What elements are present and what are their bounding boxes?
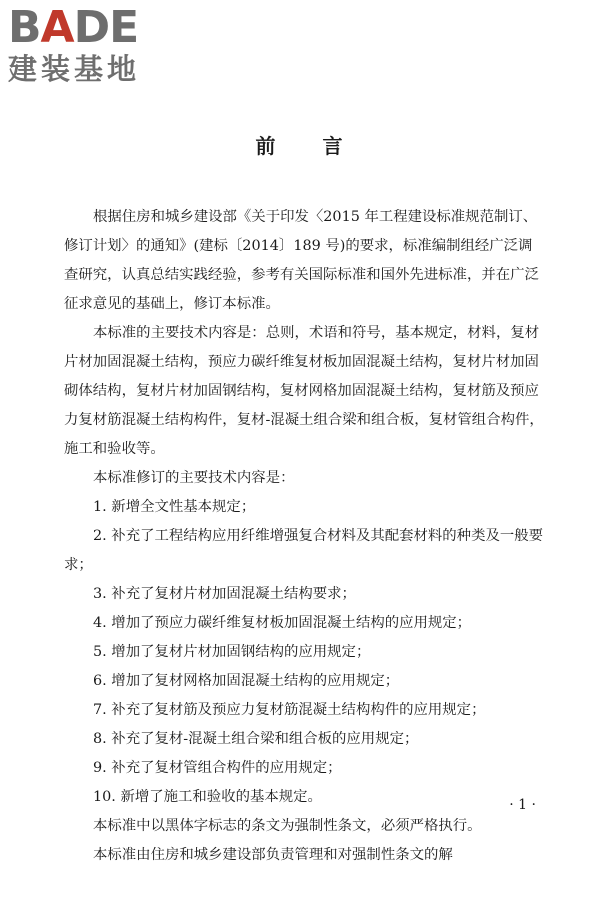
page-title: 前 言	[255, 134, 345, 158]
list-item: 2. 补充了工程结构应用纤维增强复合材料及其配套材料的种类及一般要求；	[64, 528, 544, 573]
list-item: 3. 补充了复材片材加固混凝土结构要求；	[93, 586, 356, 602]
list-item: 9. 补充了复材管组合构件的应用规定；	[93, 760, 342, 776]
page-number: · 1 ·	[509, 797, 536, 813]
paragraph-revision-basis: 根据住房和城乡建设部《关于印发〈2015 年工程建设标准规范制订、修订计划〉的通知》(建标〔2014〕189 号)的要求，标准编制组经广泛调查研究，认真总结实践经验，参考有关国际标准和国外先进标准，并在广泛征求意见的基础上，修订本标准。	[64, 209, 539, 312]
list-item: 10. 新增了施工和验收的基本规定。	[93, 789, 322, 805]
logo-chinese: 建装基地	[8, 52, 141, 86]
list-item: 1. 新增全文性基本规定；	[93, 499, 256, 515]
logo-english-text: BADE	[8, 2, 139, 53]
paragraph-revision-intro: 本标准修订的主要技术内容是：	[93, 470, 295, 486]
paragraph-mandatory-clauses: 本标准中以黑体字标志的条文为强制性条文，必须严格执行。	[93, 818, 482, 834]
preface-body	[64, 203, 546, 870]
logo-english	[8, 2, 178, 53]
list-item: 7. 补充了复材筋及预应力复材筋混凝土结构构件的应用规定；	[93, 702, 486, 718]
paragraph-main-content: 本标准的主要技术内容是：总则，术语和符号，基本规定，材料，复材片材加固混凝土结构，预应力碳纤维复材板加固混凝土结构，复材片材加固砌体结构，复材片材加固钢结构，复材网格加固混凝土结构，复材筋及预应力复材筋混凝土结构构件，复材-混凝土组合梁和组合板，复材管组合构件，施工和验收等。	[64, 325, 544, 457]
list-item: 8. 补充了复材-混凝土组合梁和组合板的应用规定；	[93, 731, 419, 747]
list-item: 5. 增加了复材片材加固钢结构的应用规定；	[93, 644, 371, 660]
list-item: 6. 增加了复材网格加固混凝土结构的应用规定；	[93, 673, 400, 689]
list-item: 4. 增加了预应力碳纤维复材板加固混凝土结构的应用规定；	[93, 615, 472, 631]
brand-logo	[8, 2, 178, 86]
paragraph-management: 本标准由住房和城乡建设部负责管理和对强制性条文的解	[93, 847, 453, 863]
